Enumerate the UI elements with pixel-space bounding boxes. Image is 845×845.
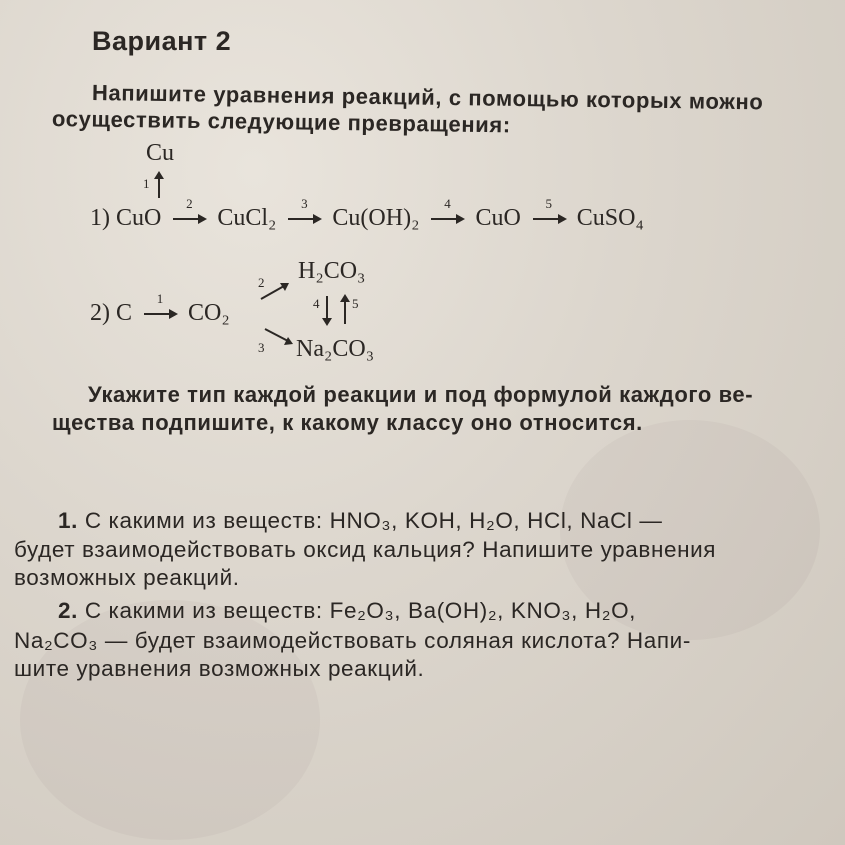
chain1-arrow-4: 4	[431, 218, 463, 220]
variant-title: Вариант 2	[92, 26, 232, 56]
chain1-start: CuO	[116, 205, 162, 231]
task-line-2: осуществить следующие превращения:	[51, 106, 511, 138]
chain2-up-arrow-icon	[338, 292, 352, 326]
chain1-arrow-5: 5	[533, 218, 565, 220]
chain1-step-3: Cu(OH)₂	[332, 205, 420, 231]
task-line-1: Напишите уравнения реакций, с помощью которых можно	[91, 80, 764, 115]
chain1-top-substance: Cu	[146, 140, 175, 166]
chain1-step-4: CuO	[475, 205, 521, 231]
chain1-up-label: 1	[143, 176, 150, 191]
chain1-up-arrow-icon	[152, 170, 166, 200]
question-1-line-1: С какими из веществ: HNO₃, KOH, H₂O, HCl, NaCl —	[84, 508, 663, 533]
chain1-step-5: CuSO₄	[576, 205, 644, 231]
question-2-number: 2.	[58, 598, 78, 623]
question-2-line-3: шите уравнения возможных реакций.	[14, 656, 425, 681]
chain2-arrow-1: 1	[144, 313, 176, 315]
chain2-h2co3: H₂CO₃	[298, 258, 366, 284]
chain2-branch-up-arrow-icon	[258, 280, 292, 302]
chain2-up-label: 5	[352, 296, 359, 311]
question-1-line-2: будет взаимодействовать оксид кальция? Напишите уравнения	[14, 537, 717, 562]
chain2-index: 2)	[90, 300, 110, 326]
chain2-branch-up-label: 2	[258, 275, 265, 290]
chain2-co2: CO₂	[188, 300, 230, 326]
chain2-na2co3: Na₂CO₃	[296, 336, 375, 362]
instruction-line-2: щества подпишите, к какому классу оно относится.	[52, 410, 643, 435]
instruction-line-1: Укажите тип каждой реакции и под формулой каждого ве-	[88, 382, 754, 407]
question-2-line-1: С какими из веществ: Fe₂O₃, Ba(OH)₂, KNO₃, H₂O,	[84, 598, 637, 623]
chain1-arrow-3: 3	[288, 218, 320, 220]
chain1-arrow-2: 2	[173, 218, 205, 220]
question-1-number: 1.	[58, 508, 78, 533]
chain2-down-arrow-icon	[320, 294, 334, 328]
chain2-down-label: 4	[313, 296, 320, 311]
chain1-index: 1)	[90, 205, 110, 231]
chain2-start: C	[116, 300, 133, 326]
question-1-line-3: возможных реакций.	[14, 565, 240, 590]
question-2-line-2: Na₂CO₃ — будет взаимодействовать соляная кислота? Напи-	[14, 628, 691, 653]
chain2-branch-down-label: 3	[258, 340, 265, 355]
chain1-step-2: CuCl₂	[217, 205, 277, 231]
chain2-branch-down-arrow-icon	[262, 326, 296, 348]
